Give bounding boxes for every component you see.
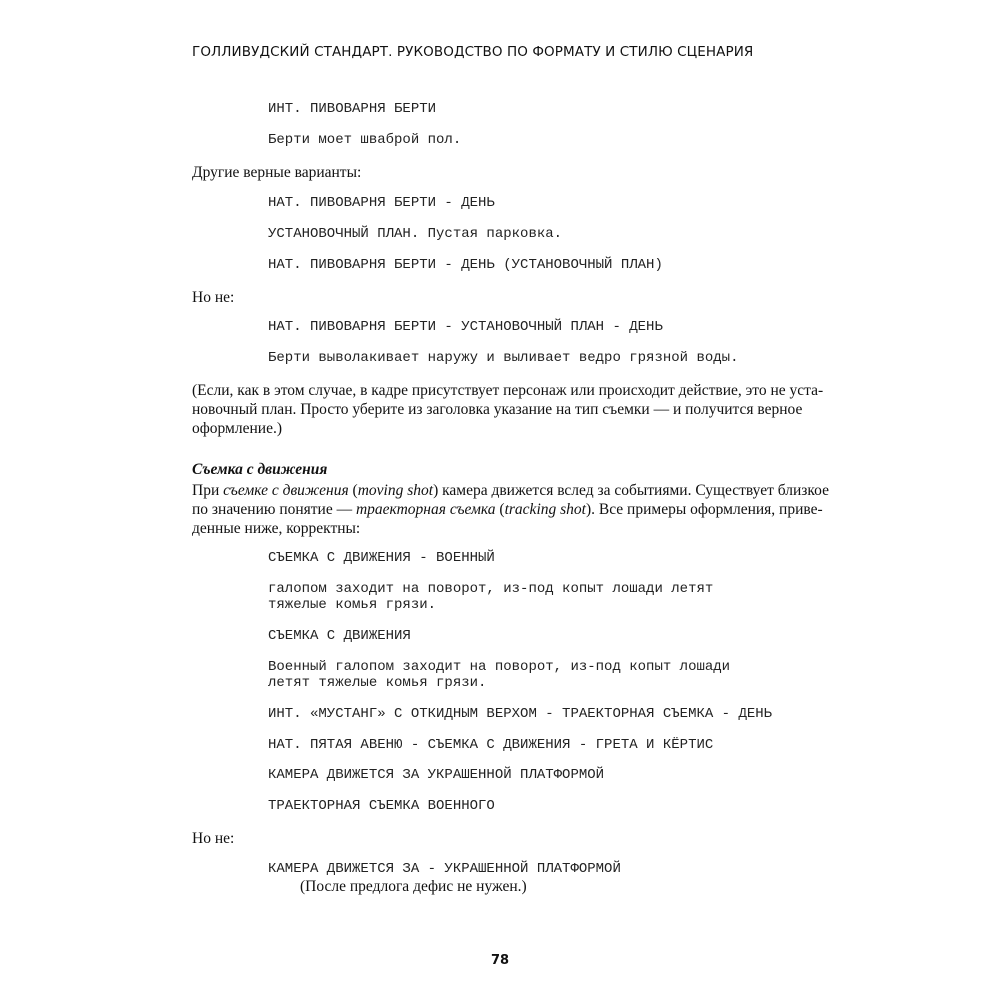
but-not-label: Но не: xyxy=(192,830,235,847)
example-action: Берти моет шваброй пол. xyxy=(268,132,462,148)
moving-example: Военный галопом заходит на поворот, из-под копыт лошади летят тяжелые комья грязи. xyxy=(268,659,731,691)
running-head: ГОЛЛИВУДСКИЙ СТАНДАРТ. РУКОВОДСТВО ПО ФОРМАТУ И СТИЛЮ СЦЕНАРИЯ xyxy=(192,44,754,60)
section-heading: Съемка с движения xyxy=(192,461,328,478)
explanation-line: оформление.) xyxy=(192,420,282,437)
wrong-line: КАМЕРА ДВИЖЕТСЯ ЗА - УКРАШЕННОЙ ПЛАТФОРМОЙ xyxy=(268,861,621,877)
intro-line-1: При съемке с движения (moving shot) камера движется вслед за событиями. Существует близкое xyxy=(192,482,829,499)
wrong-slug: НАТ. ПИВОВАРНЯ БЕРТИ - УСТАНОВОЧНЫЙ ПЛАН - ДЕНЬ xyxy=(268,319,663,335)
variant-line: НАТ. ПИВОВАРНЯ БЕРТИ - ДЕНЬ (УСТАНОВОЧНЫЙ ПЛАН) xyxy=(268,257,663,273)
wrong-action: Берти выволакивает наружу и выливает ведро грязной воды. xyxy=(268,350,739,366)
moving-example: СЪЕМКА С ДВИЖЕНИЯ xyxy=(268,628,411,644)
variant-line: НАТ. ПИВОВАРНЯ БЕРТИ - ДЕНЬ xyxy=(268,195,495,211)
moving-example: ТРАЕКТОРНАЯ СЪЕМКА ВОЕННОГО xyxy=(268,798,495,814)
explanation-line: новочный план. Просто уберите из заголовка указание на тип съемки — и получится верное xyxy=(192,401,803,418)
page-number: 78 xyxy=(490,953,510,968)
moving-example: СЪЕМКА С ДВИЖЕНИЯ - ВОЕННЫЙ xyxy=(268,550,495,566)
but-not-label: Но не: xyxy=(192,289,235,306)
wrong-note: (После предлога дефис не нужен.) xyxy=(300,878,527,895)
moving-example: ИНТ. «МУСТАНГ» С ОТКИДНЫМ ВЕРХОМ - ТРАЕКТОРНАЯ СЪЕМКА - ДЕНЬ xyxy=(268,706,773,722)
variant-line: УСТАНОВОЧНЫЙ ПЛАН. Пустая парковка. xyxy=(268,226,563,242)
example-slug: ИНТ. ПИВОВАРНЯ БЕРТИ xyxy=(268,101,437,117)
moving-example: КАМЕРА ДВИЖЕТСЯ ЗА УКРАШЕННОЙ ПЛАТФОРМОЙ xyxy=(268,767,605,783)
other-variants-label: Другие верные варианты: xyxy=(192,164,362,181)
moving-example: галопом заходит на поворот, из-под копыт лошади летят тяжелые комья грязи. xyxy=(268,581,714,613)
intro-line-2: по значению понятие — траекторная съемка (tracking shot). Все примеры оформления, приве- xyxy=(192,501,823,518)
moving-example: НАТ. ПЯТАЯ АВЕНЮ - СЪЕМКА С ДВИЖЕНИЯ - ГРЕТА И КЁРТИС xyxy=(268,737,714,753)
explanation-line: (Если, как в этом случае, в кадре присутствует персонаж или происходит действие, это не уста- xyxy=(192,382,824,399)
intro-line-3: денные ниже, корректны: xyxy=(192,520,361,537)
